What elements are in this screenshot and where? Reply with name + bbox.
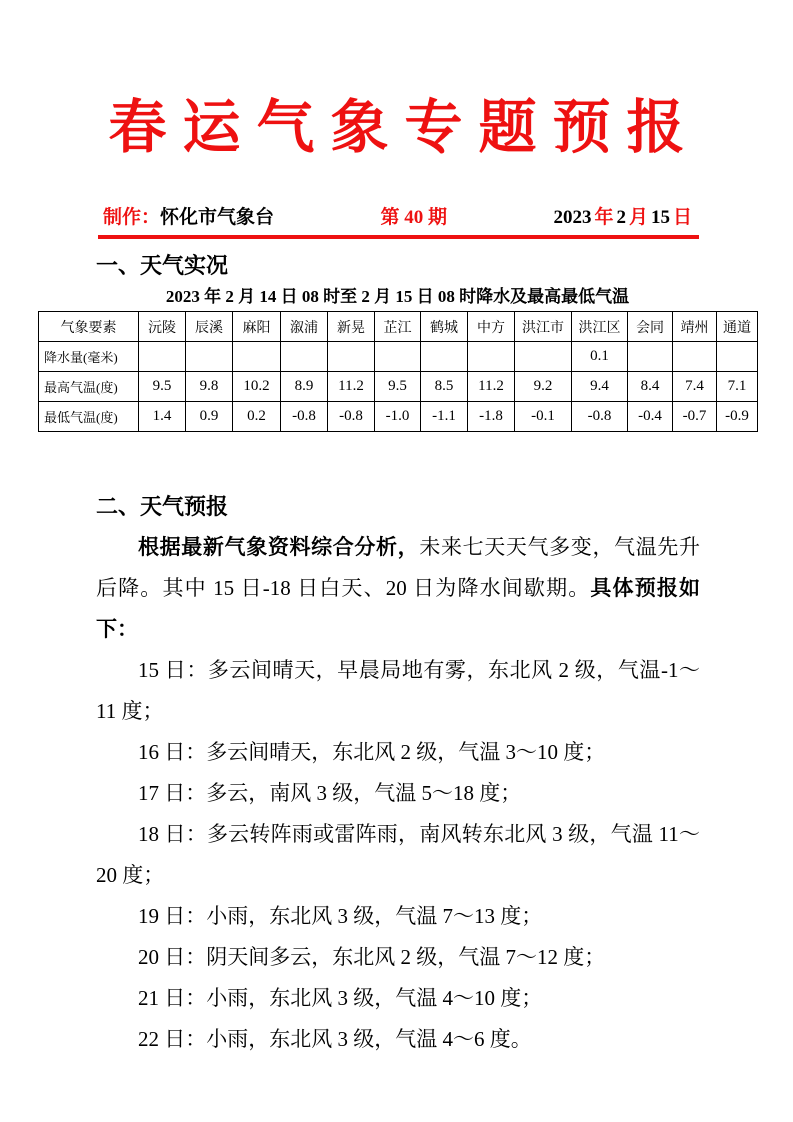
table-header-cell: 中方 [468,312,515,342]
table-cell: 9.5 [375,372,421,402]
table-row-label: 最高气温(度) [39,372,139,402]
table-header-cell: 通道 [717,312,758,342]
table-cell [628,342,673,372]
table-cell: -1.0 [375,402,421,432]
table-cell: -0.1 [515,402,572,432]
table-cell: 7.4 [673,372,717,402]
table-header-cell: 辰溪 [186,312,233,342]
table-header-cell: 鹤城 [421,312,468,342]
table-cell [375,342,421,372]
table-header-cell: 沅陵 [139,312,186,342]
table-cell: -0.8 [328,402,375,432]
observation-table [38,311,758,432]
table-cell: 9.8 [186,372,233,402]
forecast-lines [96,650,700,1060]
table-cell [421,342,468,372]
issue-number: 第 40 期 [380,207,447,228]
table-header-cell: 麻阳 [233,312,281,342]
table-cell: -0.8 [572,402,628,432]
forecast-line-5: 19 日：小雨，东北风 3 级，气温 7～13 度； [138,904,543,928]
table-header-cell: 会同 [628,312,673,342]
table-cell [717,342,758,372]
date-year-unit: 年 [594,207,614,228]
table-cell: -1.8 [468,402,515,432]
table-header-cell: 洪江区 [572,312,628,342]
table-cell: -0.7 [673,402,717,432]
table-cell [673,342,717,372]
observation-table-block [38,287,757,432]
forecast-line-2: 16 日：多云间晴天，东北风 2 级，气温 3～10 度； [138,740,606,764]
table-cell: 10.2 [233,372,281,402]
forecast-line-1: 15 日：多云间晴天，早晨局地有雾，东北风 2 级，气温-1～11 度； [96,658,700,723]
table-header-cell: 靖州 [673,312,717,342]
table-cell: 8.5 [421,372,468,402]
table-header-cell: 洪江市 [515,312,572,342]
table-row-label: 降水量(毫米) [39,342,139,372]
table-cell: 0.1 [572,342,628,372]
table-row [39,342,758,372]
table-cell: 11.2 [468,372,515,402]
table-cell: 8.4 [628,372,673,402]
table-cell: -0.9 [717,402,758,432]
table-cell [281,342,328,372]
table-cell [515,342,572,372]
intro-bold-lead: 根据最新气象资料综合分析， [138,535,420,559]
forecast-line-7: 21 日：小雨，东北风 3 级，气温 4～10 度； [138,986,543,1010]
table-cell: 0.9 [186,402,233,432]
forecast-intro [96,527,700,650]
date-day-unit: 日 [672,207,692,228]
intro-bold-tail: 具体预报如下： [96,576,701,641]
table-header-row [39,312,758,342]
table-header-cell: 新晃 [328,312,375,342]
date-month-unit: 月 [628,207,648,228]
table-cell: -1.1 [421,402,468,432]
table-cell [468,342,515,372]
forecast-section [96,486,700,1060]
table-cell: -0.8 [281,402,328,432]
producer-label: 制作： [103,207,161,228]
page-title: 春运气象专题预报 [108,95,701,160]
forecast-line-6: 20 日：阴天间多云，东北风 2 级，气温 7～12 度； [138,945,606,969]
forecast-line-3: 17 日：多云，南风 3 级，气温 5～18 度； [138,781,522,805]
table-cell: 9.2 [515,372,572,402]
table-cell: 1.4 [139,402,186,432]
meta-line [103,202,695,229]
forecast-line-4: 18 日：多云转阵雨或雷阵雨，南风转东北风 3 级，气温 11～20 度； [96,822,700,887]
table-cell: 11.2 [328,372,375,402]
table-cell [139,342,186,372]
section1-heading: 一、天气实况 [96,253,229,278]
forecast-line-8: 22 日：小雨，东北风 3 级，气温 4～6 度。 [138,1027,532,1051]
issue-date [553,202,695,229]
table-header-cell: 芷江 [375,312,421,342]
table-corner-cell: 气象要素 [39,312,139,342]
table-cell: 8.9 [281,372,328,402]
table-cell: 9.4 [572,372,628,402]
table-title: 2023 年 2 月 14 日 08 时至 2 月 15 日 08 时降水及最高最低气温 [165,287,630,306]
date-day: 15 [650,207,670,228]
date-year: 2023 [553,207,592,228]
section2-heading: 二、天气预报 [96,494,229,519]
table-cell: 9.5 [139,372,186,402]
table-cell: -0.4 [628,402,673,432]
table-row [39,372,758,402]
table-cell [328,342,375,372]
table-header-cell: 溆浦 [281,312,328,342]
producer [103,202,274,229]
table-cell [186,342,233,372]
header-rule [98,235,699,239]
table-row [39,402,758,432]
table-row-label: 最低气温(度) [39,402,139,432]
table-cell: 7.1 [717,372,758,402]
date-month: 2 [616,207,626,228]
table-cell [233,342,281,372]
intro-body: 未来七天天气多变，气温先升后降。其中 15 日-18 日白天、20 日为降水间歇期。 [96,535,701,600]
producer-value: 怀化市气象台 [160,207,275,228]
table-cell: 0.2 [233,402,281,432]
